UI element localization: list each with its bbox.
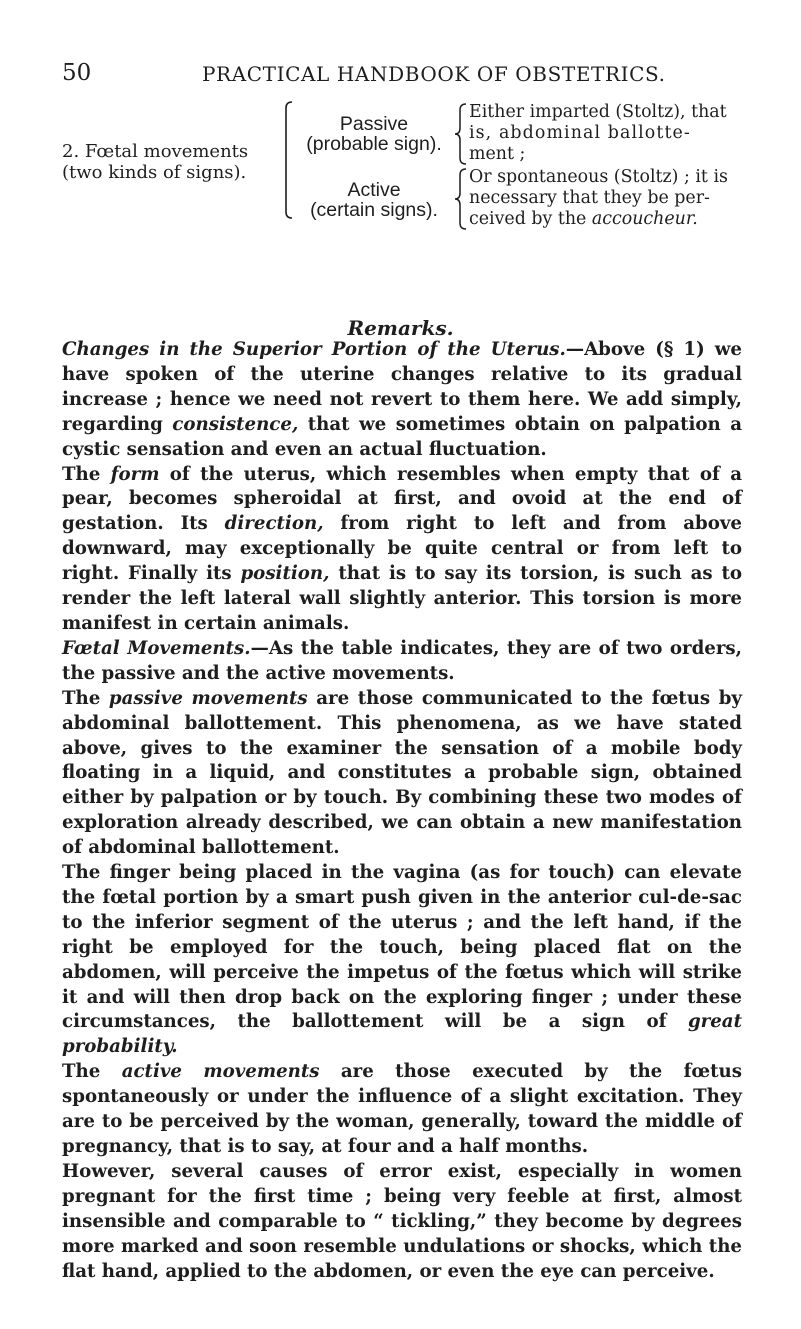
italic-run: Changes in the Superior Portion of the Uterus. (62, 339, 566, 360)
paragraph (62, 1160, 742, 1285)
passive-label (296, 114, 452, 154)
text-run: of the uterus, which resembles when empty that of a pear, becomes spheroidal at first, and ovoid at the end of gestation. Its (62, 463, 742, 535)
passive-desc-line: is, abdominal ballotte- (469, 123, 691, 143)
active-desc-line: Or spontaneous (Stoltz) ; it is (469, 167, 728, 187)
text-run: are those executed by the fœtus spontaneously or under the influence of a slight excitation. They are to be perceived by the woman, generally, toward the middle of pregnancy, that is to say, at four and a half months. (62, 1061, 742, 1157)
page-number: 50 (62, 60, 92, 86)
active-label (296, 180, 452, 220)
text-run: that we sometimes obtain on palpation a cystic sensation and even an actual fluctuation. (62, 413, 743, 460)
italic-run: consistence, (172, 413, 299, 435)
table-item-label (62, 141, 248, 183)
text-run: —Above (§ 1) we have spoken of the uterine changes relative to its gradual increase ; hence we need not revert to them here. We add simply, regarding (62, 339, 742, 435)
text-run: The (62, 687, 109, 709)
text-run: However, several causes of error exist, especially in women pregnant for the first time ; being very feeble at first, almost insensible and comparable to “ tickling,” they become by degrees more marked and soon resemble undulations or shocks, which the flat hand, applied to the abdomen, or even the eye can perceive. (62, 1160, 742, 1282)
text-run: from right to left and from above downward, may exceptionally be quite central or from left to right. Finally its (62, 513, 742, 585)
italic-run: position, (240, 563, 330, 585)
active-description (469, 167, 728, 230)
italic-run: form (110, 463, 160, 485)
text-run: The finger being placed in the vagina (as for touch) can elevate the fœtal portion by a smart push given in the anterior cul-de-sac to the inferior segment of the uterus ; and the left hand, if the right be employed for the touch, being placed flat on the abdomen, will perceive the impetus of the fœtus which will strike it and will then drop back on the exploring finger ; under these circumstances, the ballottement will be a sign of (62, 862, 742, 1033)
italic-run: Fœtal Movements. (62, 637, 251, 659)
italic-run: direction, (224, 513, 324, 535)
paragraph (62, 687, 742, 861)
italic-run: active movements (121, 1061, 320, 1083)
remarks-heading: Remarks. (347, 316, 454, 340)
paragraph (62, 463, 742, 637)
paragraph (62, 637, 742, 687)
passive-subtitle: (probable sign). (306, 133, 442, 155)
passive-description (469, 102, 727, 165)
passive-brace (454, 102, 468, 166)
paragraph (62, 338, 742, 463)
passive-desc-line: ment ; (469, 144, 526, 164)
active-subtitle: (certain signs). (310, 199, 438, 221)
text-run: —As the table indicates, they are of two orders, the passive and the active movements. (62, 637, 743, 684)
passive-desc-line: Either imparted (Stoltz), that (469, 102, 727, 122)
table-item-line: 2. Fœtal movements (62, 141, 249, 162)
paragraph (62, 861, 742, 1060)
paragraph (62, 1060, 742, 1160)
active-desc-text: ceived by the (469, 209, 592, 229)
active-brace (454, 167, 468, 231)
passive-title: Passive (339, 113, 409, 135)
italic-run: great probability. (62, 1011, 742, 1058)
table-item-line: (two kinds of signs). (62, 162, 247, 183)
text-run: are those communicated to the fœtus by abdominal ballottement. This phenomena, as we have stated above, gives to the examiner the sensation of a mobile body floating in a liquid, and constitutes a probable sign, obtained either by palpation or by touch. By combining these two modes of exploration already described, we can obtain a new manifestation of abdominal ballottement. (62, 687, 742, 859)
outer-bracket (284, 100, 294, 220)
italic-run: passive movements (108, 687, 308, 709)
text-run: that is to say its torsion, is such as to render the left lateral wall slightly anterior. This torsion is more manifest in certain animals. (62, 563, 742, 634)
text-run: The (62, 463, 111, 485)
body-text (62, 338, 742, 1284)
active-desc-line: necessary that they be per- (469, 188, 710, 208)
active-desc-italic: accoucheur. (591, 209, 698, 229)
active-desc-line (469, 209, 728, 230)
running-head: PRACTICAL HANDBOOK OF OBSTETRICS. (202, 62, 666, 86)
text-run: The (62, 1061, 122, 1083)
active-title: Active (347, 179, 401, 201)
